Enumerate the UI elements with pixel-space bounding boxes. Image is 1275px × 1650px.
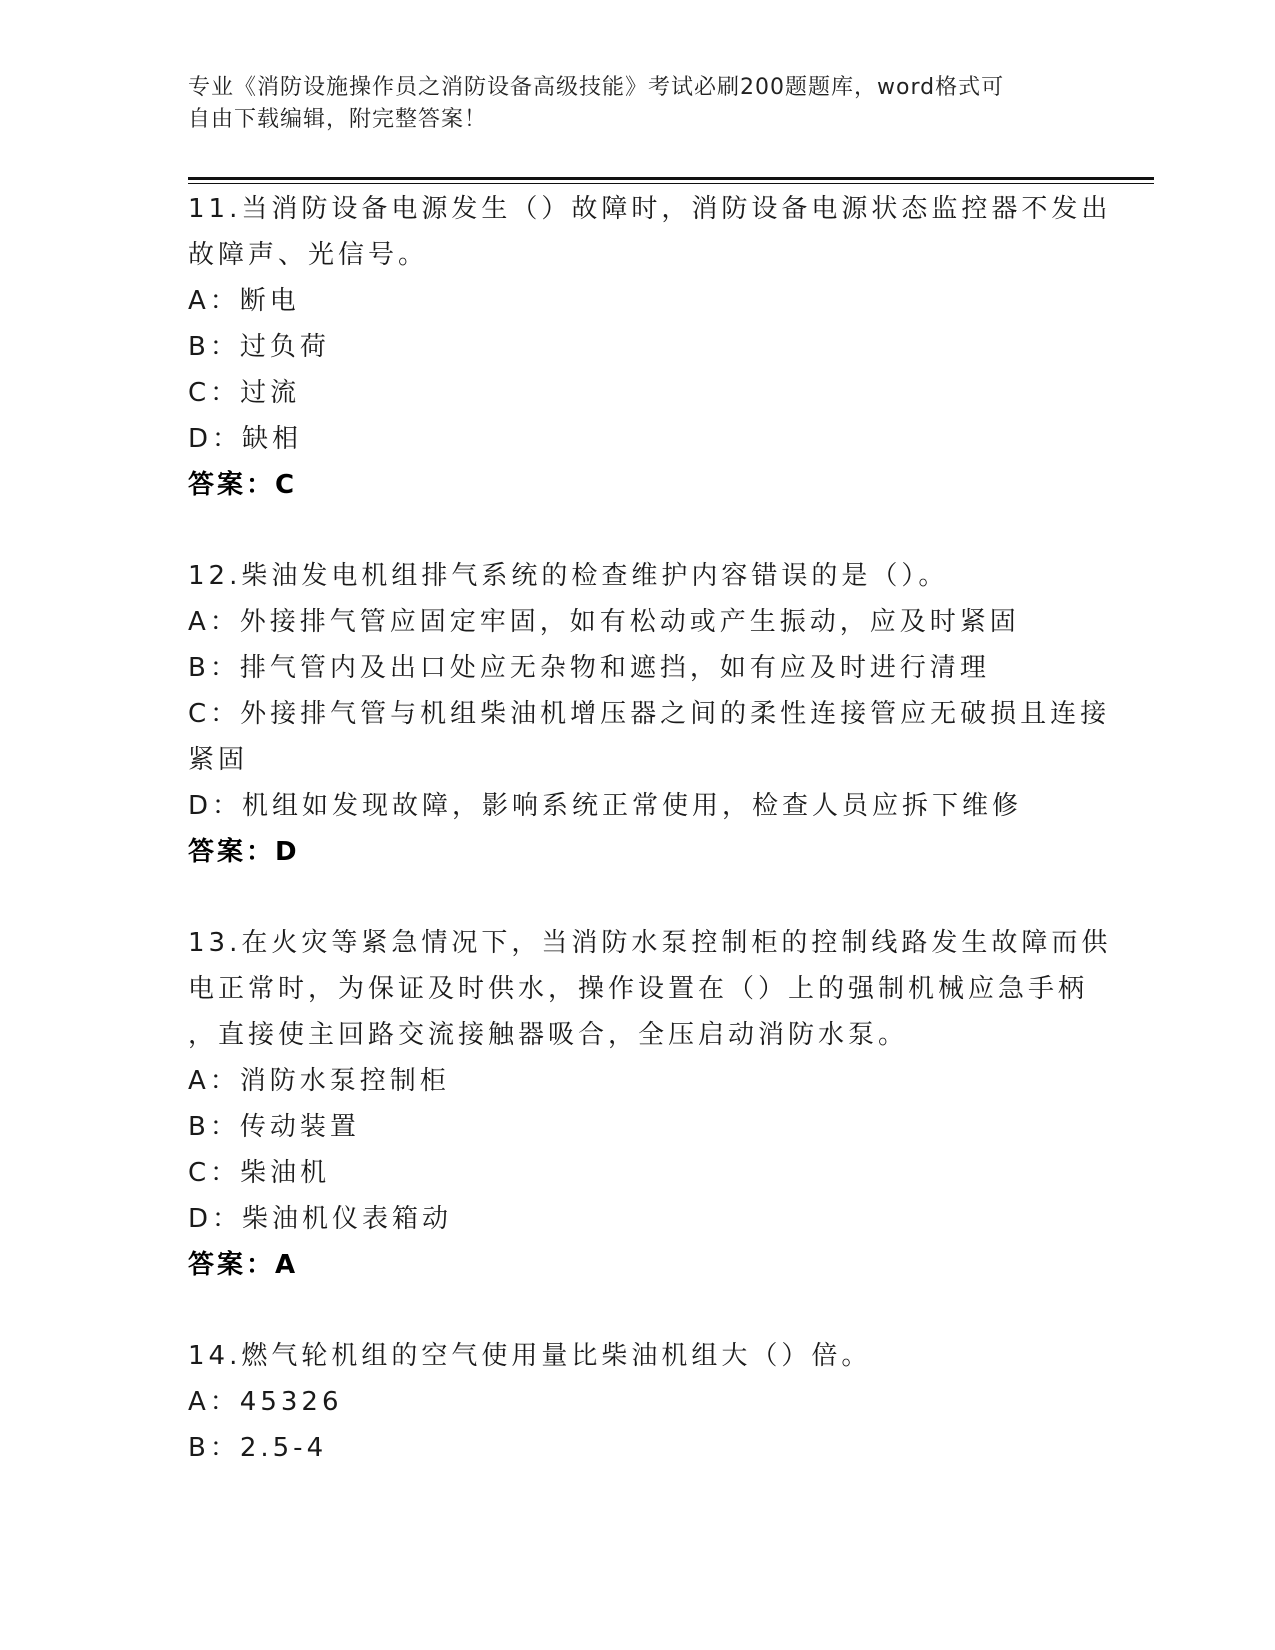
- header-divider-thin: [188, 183, 1154, 184]
- question-stem: 11.当消防设备电源发生（）故障时，消防设备电源状态监控器不发出: [188, 194, 1112, 224]
- option-b: B：排气管内及出口处应无杂物和遮挡，如有应及时进行清理: [188, 653, 990, 683]
- option-b: B：2.5-4: [188, 1433, 328, 1463]
- option-a: A：外接排气管应固定牢固，如有松动或产生振动，应及时紧固: [188, 607, 1020, 637]
- question-stem: ，直接使主回路交流接触器吸合，全压启动消防水泵。: [188, 1020, 909, 1050]
- question-list: [188, 186, 1112, 1516]
- option-c: C：柴油机: [188, 1158, 331, 1188]
- option-d: D：机组如发现故障，影响系统正常使用，检查人员应拆下维修: [188, 791, 1023, 821]
- question-stem: 故障声、光信号。: [188, 240, 429, 270]
- answer-label: 答案：D: [188, 837, 300, 867]
- answer-label: 答案：C: [188, 470, 298, 500]
- question-stem: 电正常时，为保证及时供水，操作设置在（）上的强制机械应急手柄: [188, 974, 1089, 1004]
- question-11: [188, 186, 1112, 508]
- option-a: A：断电: [188, 286, 300, 316]
- question-stem: 13.在火灾等紧急情况下，当消防水泵控制柜的控制线路发生故障而供: [188, 928, 1112, 958]
- answer-label: 答案：A: [188, 1250, 299, 1280]
- option-d: D：柴油机仪表箱动: [188, 1204, 453, 1234]
- header-line-2: 自由下载编辑，附完整答案！: [188, 107, 488, 132]
- option-c: C：外接排气管与机组柴油机增压器之间的柔性连接管应无破损且连接: [188, 699, 1111, 729]
- question-stem: 12.柴油发电机组排气系统的检查维护内容错误的是（）。: [188, 561, 949, 591]
- option-b: B：传动装置: [188, 1112, 360, 1142]
- question-14: [188, 1333, 1088, 1471]
- option-a: A：45326: [188, 1387, 343, 1417]
- header-divider-thick: [188, 177, 1154, 180]
- question-13: [188, 920, 1112, 1288]
- question-12: [188, 553, 1111, 875]
- option-b: B：过负荷: [188, 332, 330, 362]
- option-c: C：过流: [188, 378, 301, 408]
- document-header: [188, 72, 1068, 136]
- question-stem: 14.燃气轮机组的空气使用量比柴油机组大（）倍。: [188, 1341, 872, 1371]
- header-line-1: 专业《消防设施操作员之消防设备高级技能》考试必刷200题题库，word格式可: [188, 75, 1005, 100]
- option-a: A：消防水泵控制柜: [188, 1066, 450, 1096]
- option-c-continued: 紧固: [188, 745, 249, 775]
- option-d: D：缺相: [188, 424, 303, 454]
